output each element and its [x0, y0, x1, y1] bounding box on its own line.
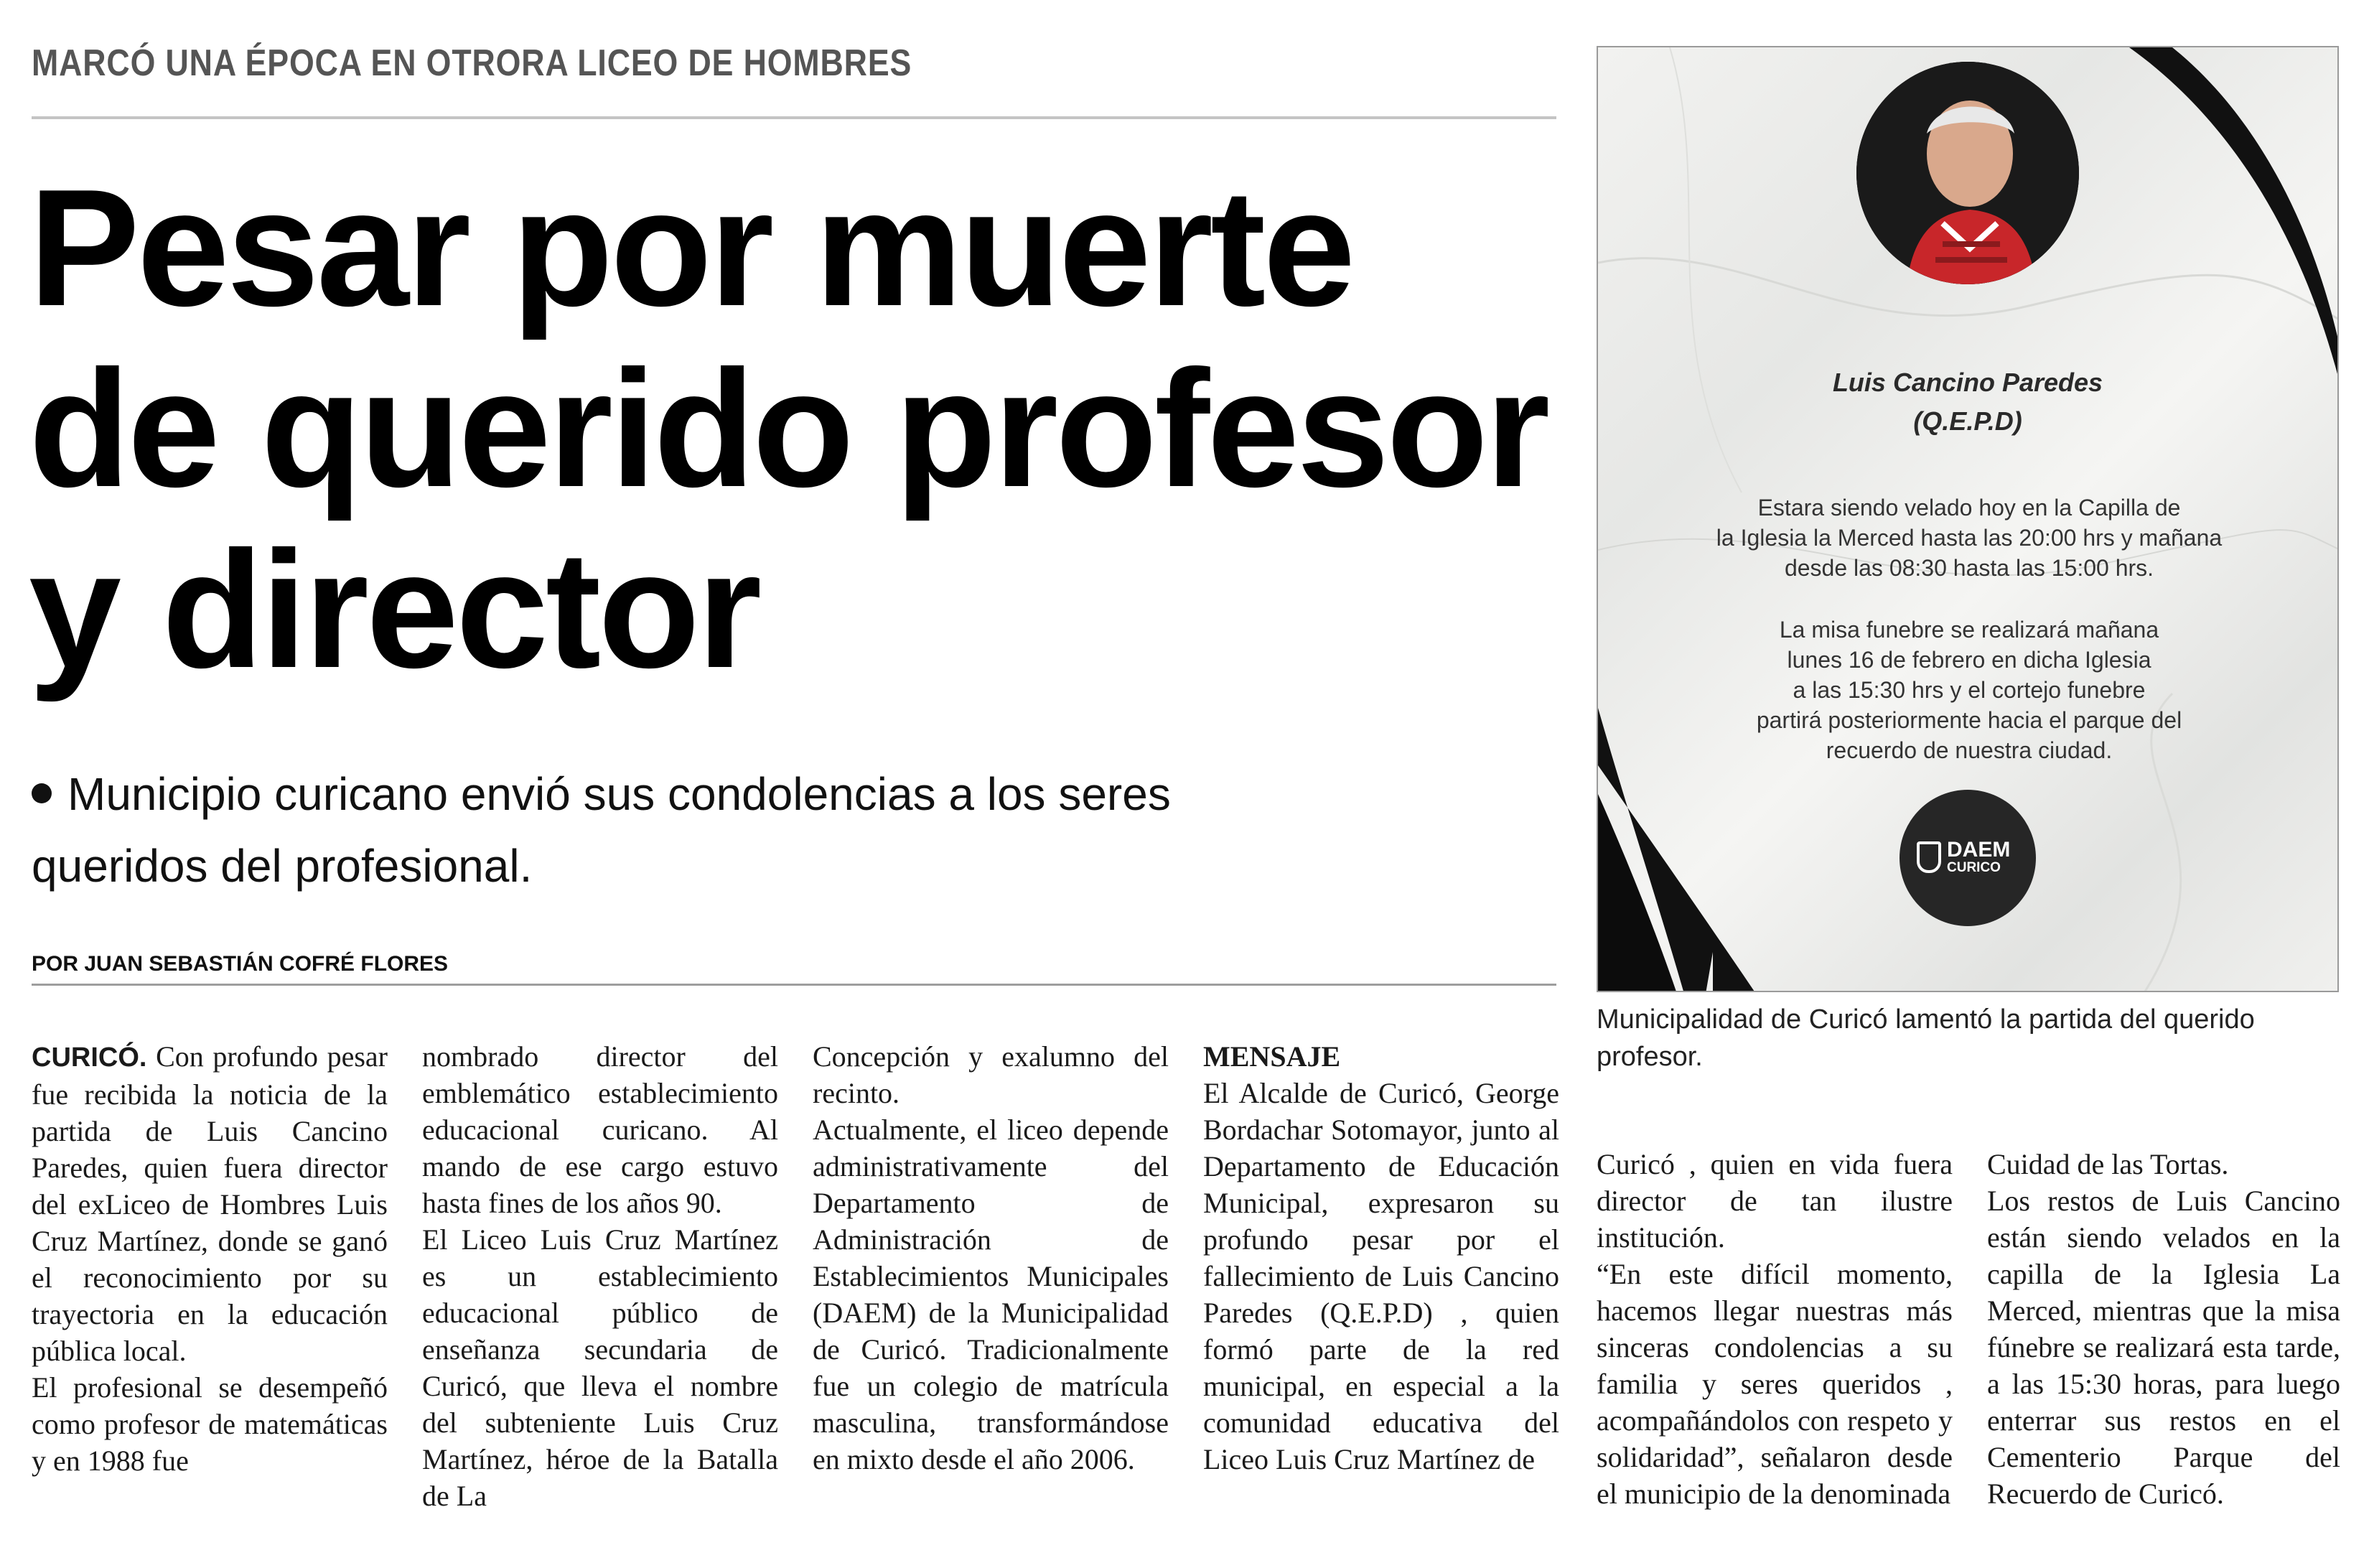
- info-line: recuerdo de nuestra ciudad.: [1826, 737, 2113, 763]
- article-column-6: [1987, 1146, 2340, 1512]
- paragraph: Concepción y exalumno del recinto.: [813, 1040, 1169, 1109]
- person-icon: [1856, 62, 2079, 284]
- paragraph: “En este difícil momento, hacemos llegar nuestras más sinceras condolencias a su familia y seres queridos , acompañándolos con respeto y solidaridad”, señalaron desde el municipio de la denominada: [1597, 1258, 1953, 1510]
- bullet-icon: [32, 783, 52, 803]
- info-line: La misa funebre se realizará mañana: [1779, 617, 2159, 643]
- logo-main-text: DAEM: [1947, 838, 2011, 862]
- paragraph: nombrado director del emblemático establecimiento educacional curicano. Al mando de ese cargo estuvo hasta fines de los años 90.: [422, 1040, 778, 1219]
- paragraph: El Liceo Luis Cruz Martínez es un establecimiento educacional público de enseñanza secundaria de Curicó, que lleva el nombre del subteniente Luis Cruz Martínez, héroe de la Batalla de La: [422, 1223, 778, 1512]
- article-column-3: [813, 1038, 1169, 1478]
- deceased-name: [1598, 363, 2337, 441]
- paragraph: [32, 1038, 388, 1369]
- paragraph: Actualmente, el liceo depende administrativamente del Departamento de Administración de Establecimientos Municipales (DAEM) de la Municipalidad de Curicó. Tradicionalmente fue un colegio de matrícula masculina, transformándose en mixto desde el año 2006.: [813, 1114, 1169, 1475]
- headline-line-3: y director: [29, 517, 760, 703]
- subheading-line-2: queridos del profesional.: [32, 840, 533, 892]
- top-divider: [32, 116, 1556, 119]
- paragraph: El profesional se desempeñó como profesor de matemáticas y en 1988 fue: [32, 1371, 388, 1477]
- paragraph-text: Con profundo pesar fue recibida la noticia de la partida de Luis Cancino Paredes, quien fuera director del exLiceo de Hombres Luis Cruz Martínez, donde se ganó el reconocimiento por su trayectoria en la educación pública local.: [32, 1040, 388, 1367]
- article-column-4: [1203, 1038, 1559, 1478]
- info-line: a las 15:30 hrs y el cortejo funebre: [1793, 677, 2146, 703]
- mourning-ribbon-top: [2129, 47, 2339, 385]
- paragraph: El Alcalde de Curicó, George Bordachar Sotomayor, junto al Departamento de Educación Municipal, expresaron su profundo pesar por el fallecimiento de Luis Cancino Paredes (Q.E.P.D) , quien formó parte de la red municipal, en especial a la comunidad educativa del Liceo Luis Cruz Martínez de: [1203, 1077, 1559, 1475]
- name-text: Luis Cancino Paredes: [1832, 368, 2103, 397]
- condolence-card-image: [1597, 46, 2339, 992]
- headline-line-2: de querido profesor: [29, 336, 1548, 522]
- info-line: lunes 16 de febrero en dicha Iglesia: [1787, 647, 2151, 673]
- dateline: CURICÓ.: [32, 1042, 147, 1073]
- byline: POR JUAN SEBASTIÁN COFRÉ FLORES: [32, 952, 449, 976]
- paragraph: Curicó , quien en vida fuera director de tan ilustre institución.: [1597, 1148, 1953, 1254]
- portrait-photo: [1856, 62, 2079, 284]
- paragraph: Los restos de Luis Cancino están siendo velados en la capilla de la Iglesia La Merced, mientras que la misa fúnebre se realizará esta tarde, a las 15:30 horas, para luego enterrar sus restos en el Cementerio Parque del Recuerdo de Curicó.: [1987, 1185, 2340, 1510]
- article-column-1: [32, 1038, 388, 1479]
- kicker: MARCÓ UNA ÉPOCA EN OTRORA LICEO DE HOMBRES: [32, 42, 912, 84]
- qepd-text: (Q.E.P.D): [1913, 406, 2022, 436]
- article-column-2: [422, 1038, 778, 1514]
- mass-info: [1641, 615, 2297, 765]
- info-line: Estara siendo velado hoy en la Capilla de: [1757, 495, 2181, 521]
- paragraph: Cuidad de las Tortas.: [1987, 1148, 2229, 1180]
- info-line: partirá posteriormente hacia el parque del: [1756, 707, 2182, 733]
- logo-sub-text: CURICO: [1947, 860, 2001, 875]
- daem-logo: [1900, 790, 2036, 926]
- headline: [29, 155, 1579, 703]
- article-column-5: [1597, 1146, 1953, 1512]
- byline-divider: [32, 984, 1556, 986]
- photo-caption: Municipalidad de Curicó lamentó la partida del querido profesor.: [1597, 1004, 2255, 1072]
- wake-info: [1641, 493, 2297, 583]
- shield-icon: [1917, 841, 1941, 873]
- headline-line-1: Pesar por muerte: [29, 155, 1353, 341]
- info-line: la Iglesia la Merced hasta las 20:00 hrs y mañana: [1716, 525, 2223, 551]
- subheading: [32, 758, 1553, 902]
- section-heading: MENSAJE: [1203, 1040, 1341, 1073]
- info-line: desde las 08:30 hasta las 15:00 hrs.: [1784, 555, 2154, 581]
- subheading-line-1: Municipio curicano envió sus condolencias a los seres: [67, 768, 1171, 820]
- logo-text: [1947, 840, 2026, 876]
